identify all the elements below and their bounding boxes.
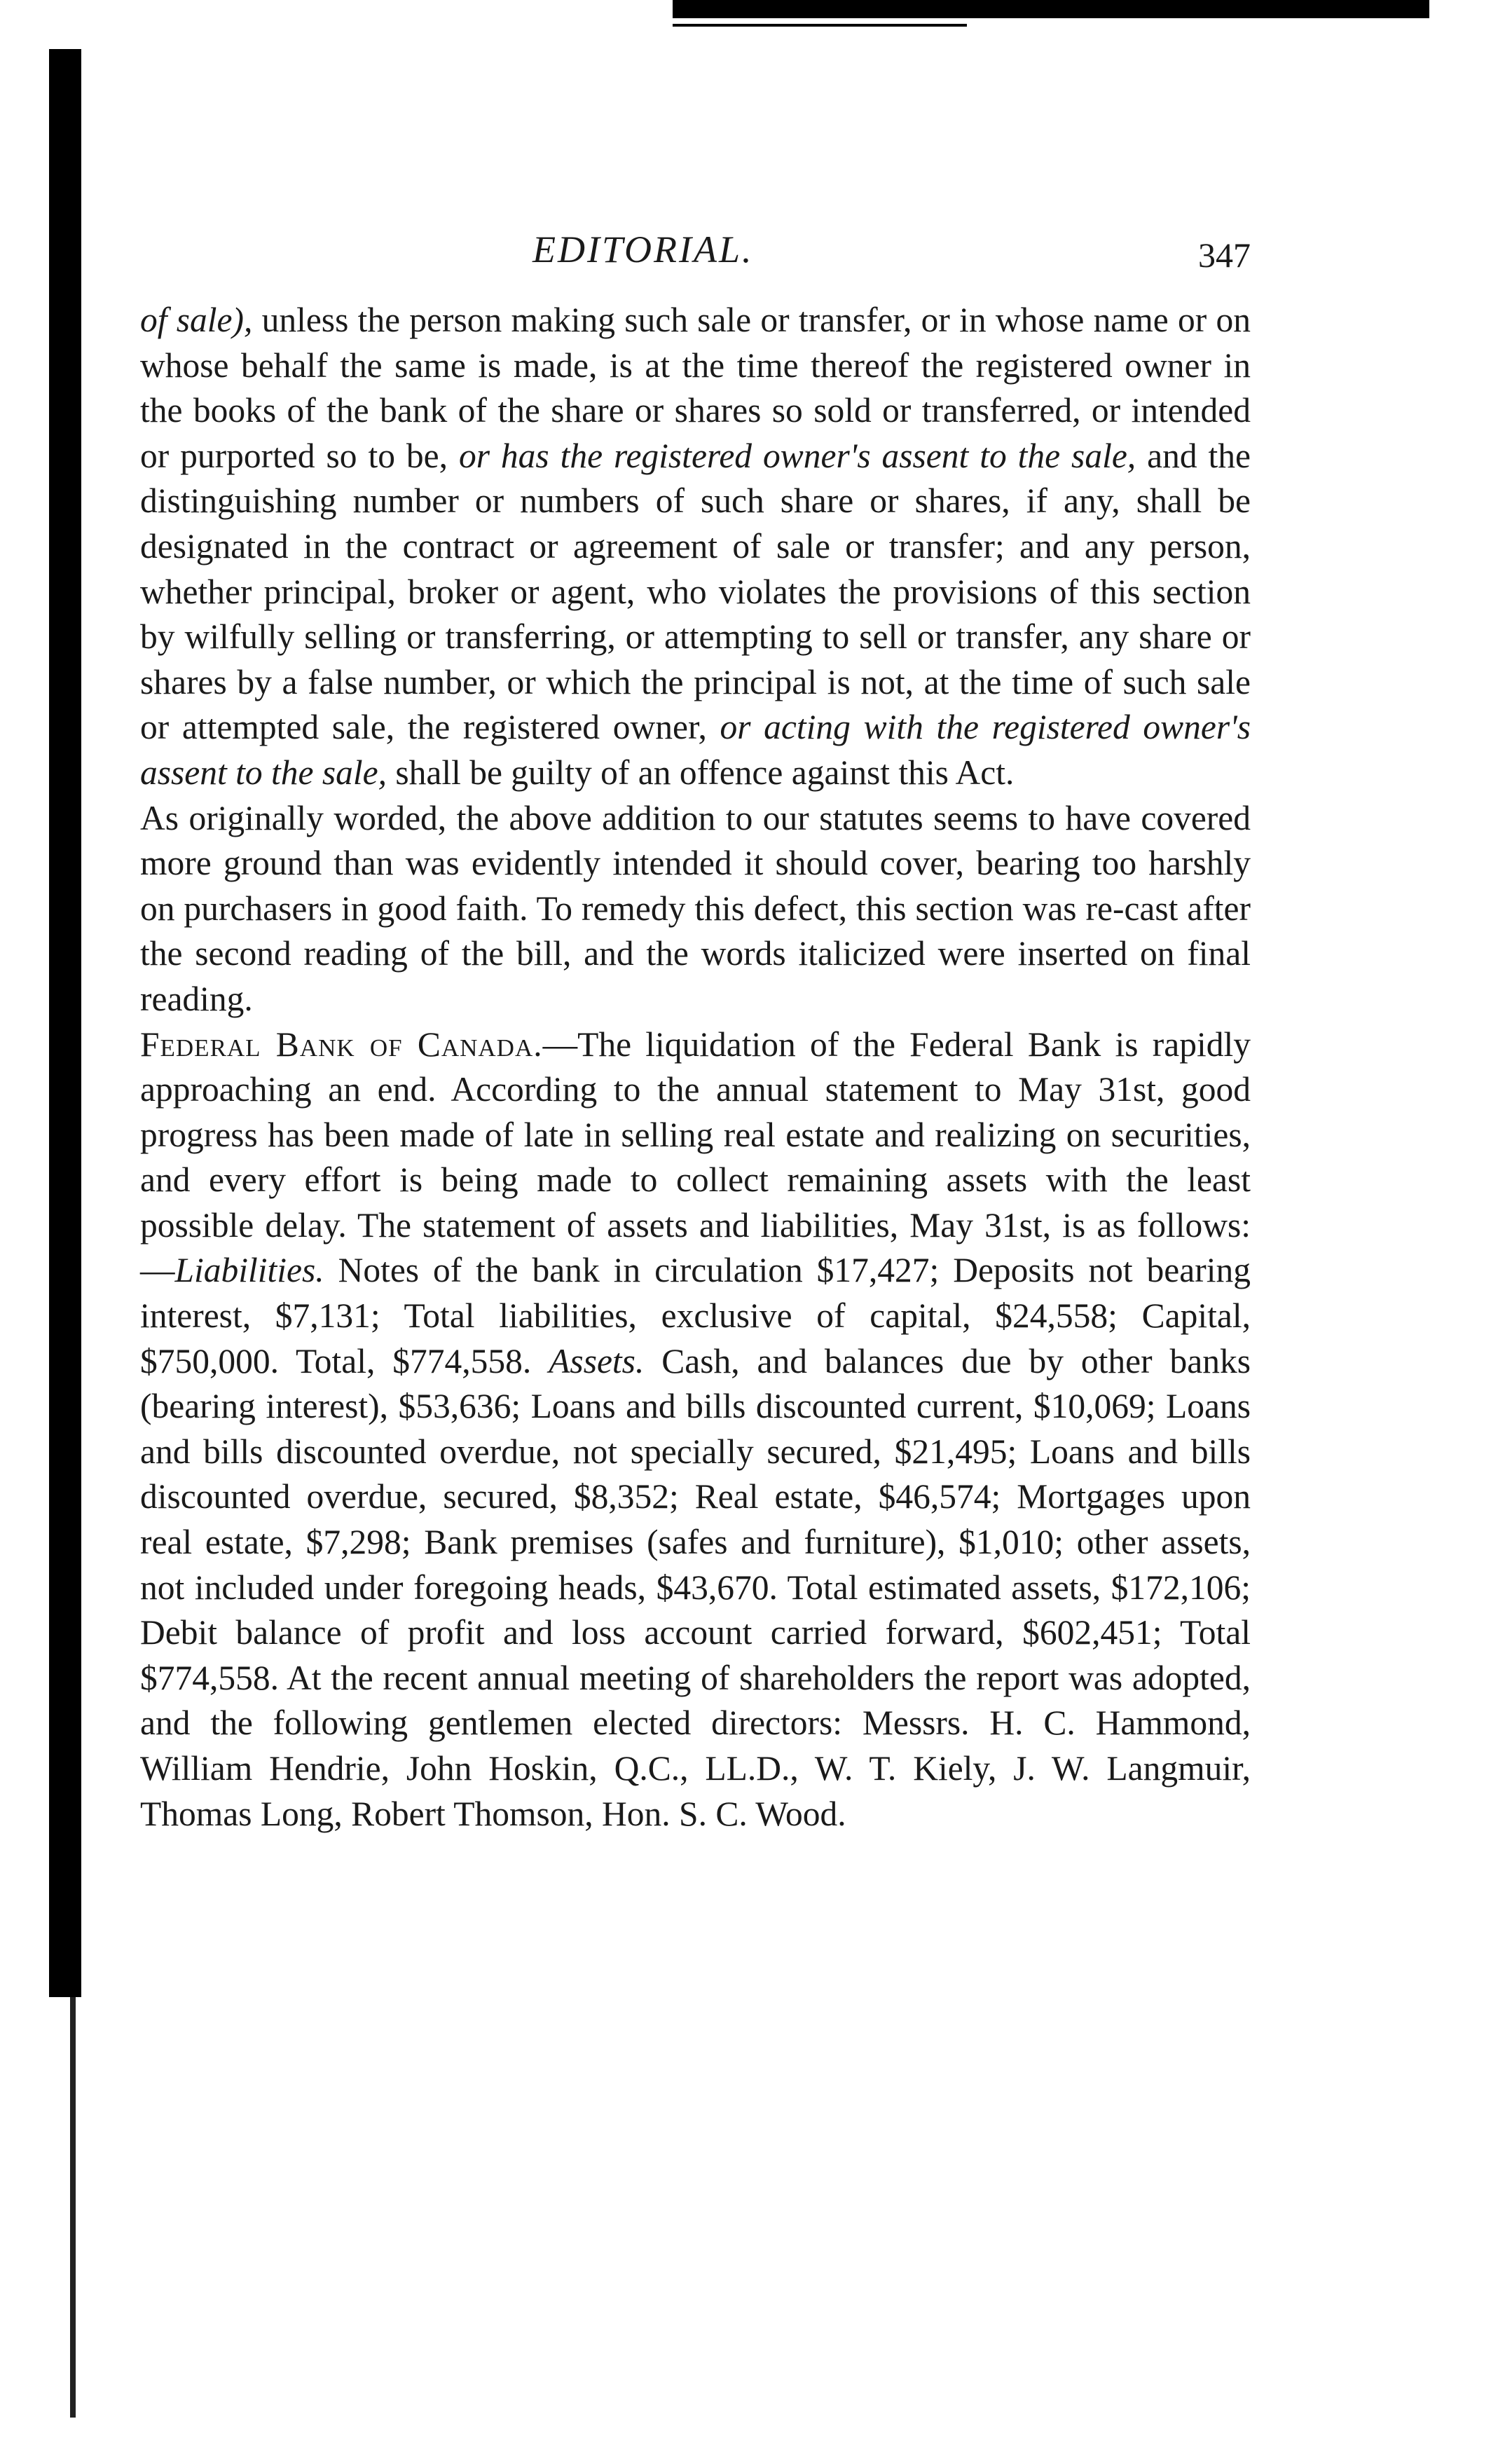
paragraph-text: and the distinguishing number or numbers of such share or shares, if any, shall be designated in the contract or agreement of sale or transfer; and any person, whether principal, broker or agent, who violates the provisions of this section by wilfully selling or transferring, or attempting to sell or transfer, any share or shares by a false number, or which the principal is not, at the time of such sale or attempted sale, the registered owner, xyxy=(140,436,1251,747)
italic-phrase: Liabilities. xyxy=(174,1251,324,1290)
page-number: 347 xyxy=(1198,235,1251,275)
binding-edge-lower xyxy=(70,1997,76,2418)
italic-phrase: of sale), xyxy=(140,301,253,339)
paragraph-text: Cash, and balances due by other banks (bearing interest), $53,636; Loans and bills discounted current, $10,069; Loans and bills discounted overdue, not specially secured, $21,495; Loans and bills discounted overdue, secured, $8,352; Real estate, $46,574; Mortgages upon real estate, $7,298; Bank premises (safes and furniture), $1,010; other assets, not included under foregoing heads, $43,670. Total estimated assets, $172,106; Debit balance of profit and loss account carried forward, $602,451; Total $774,558. At the recent annual meeting of shareholders the report was adopted, and the following gentlemen elected directors: Messrs. H. C. Hammond, William Hendrie, John Hoskin, Q.C., LL.D., W. T. Kiely, J. W. Langmuir, Thomas Long, Robert Thomson, Hon. S. C. Wood. xyxy=(140,1341,1251,1833)
italic-phrase: or acting with the registered owner's assent to the sale, xyxy=(140,708,1251,792)
body-text xyxy=(140,298,1251,1837)
paragraph-text: shall be guilty of an offence against this Act. xyxy=(386,753,1015,792)
paragraph-commentary xyxy=(140,796,1251,1022)
top-edge-rule-thin xyxy=(673,24,967,27)
italic-phrase: Assets. xyxy=(549,1341,645,1380)
paragraph-text: unless the person making such sale or transfer, or in whose name or on whose behalf the same is made, is at the time thereof the registered owner in the books of the bank of the share or shares so sold or transferred, or intended or purported so to be, xyxy=(140,301,1251,475)
top-edge-rule xyxy=(673,0,1429,18)
paragraph-text: As originally worded, the above addition to our statutes seems to have covered more ground than was evidently intended it should cover, bearing too harshly on purchasers in good faith. To remedy this defect, this section was re-cast after the second reading of the bill, and the words italicized were inserted on final reading. xyxy=(140,798,1251,1018)
paragraph-text: Notes of the bank in circulation $17,427; Deposits not bearing interest, $7,131; Total liabilities, exclusive of capital, $24,558; Capital, $750,000. Total, $774,558. xyxy=(140,1251,1251,1380)
section-heading: Federal Bank of Canada. xyxy=(140,1024,543,1064)
running-head: EDITORIAL. xyxy=(532,228,754,270)
page-header xyxy=(140,228,1251,284)
binding-edge xyxy=(49,49,81,1997)
paragraph-federal-bank xyxy=(140,1022,1251,1837)
italic-phrase: or has the registered owner's assent to the sale, xyxy=(458,436,1136,475)
paragraph-text: —The liquidation of the Federal Bank is rapidly approaching an end. According to the annual statement to May 31st, good progress has been made of late in selling real estate and realizing on securities, and every effort is being made to collect remaining assets with the least possible delay. The statement of assets and liabilities, May 31st, is as follows:— xyxy=(140,1024,1251,1290)
paragraph-statute-continuation xyxy=(140,298,1251,796)
